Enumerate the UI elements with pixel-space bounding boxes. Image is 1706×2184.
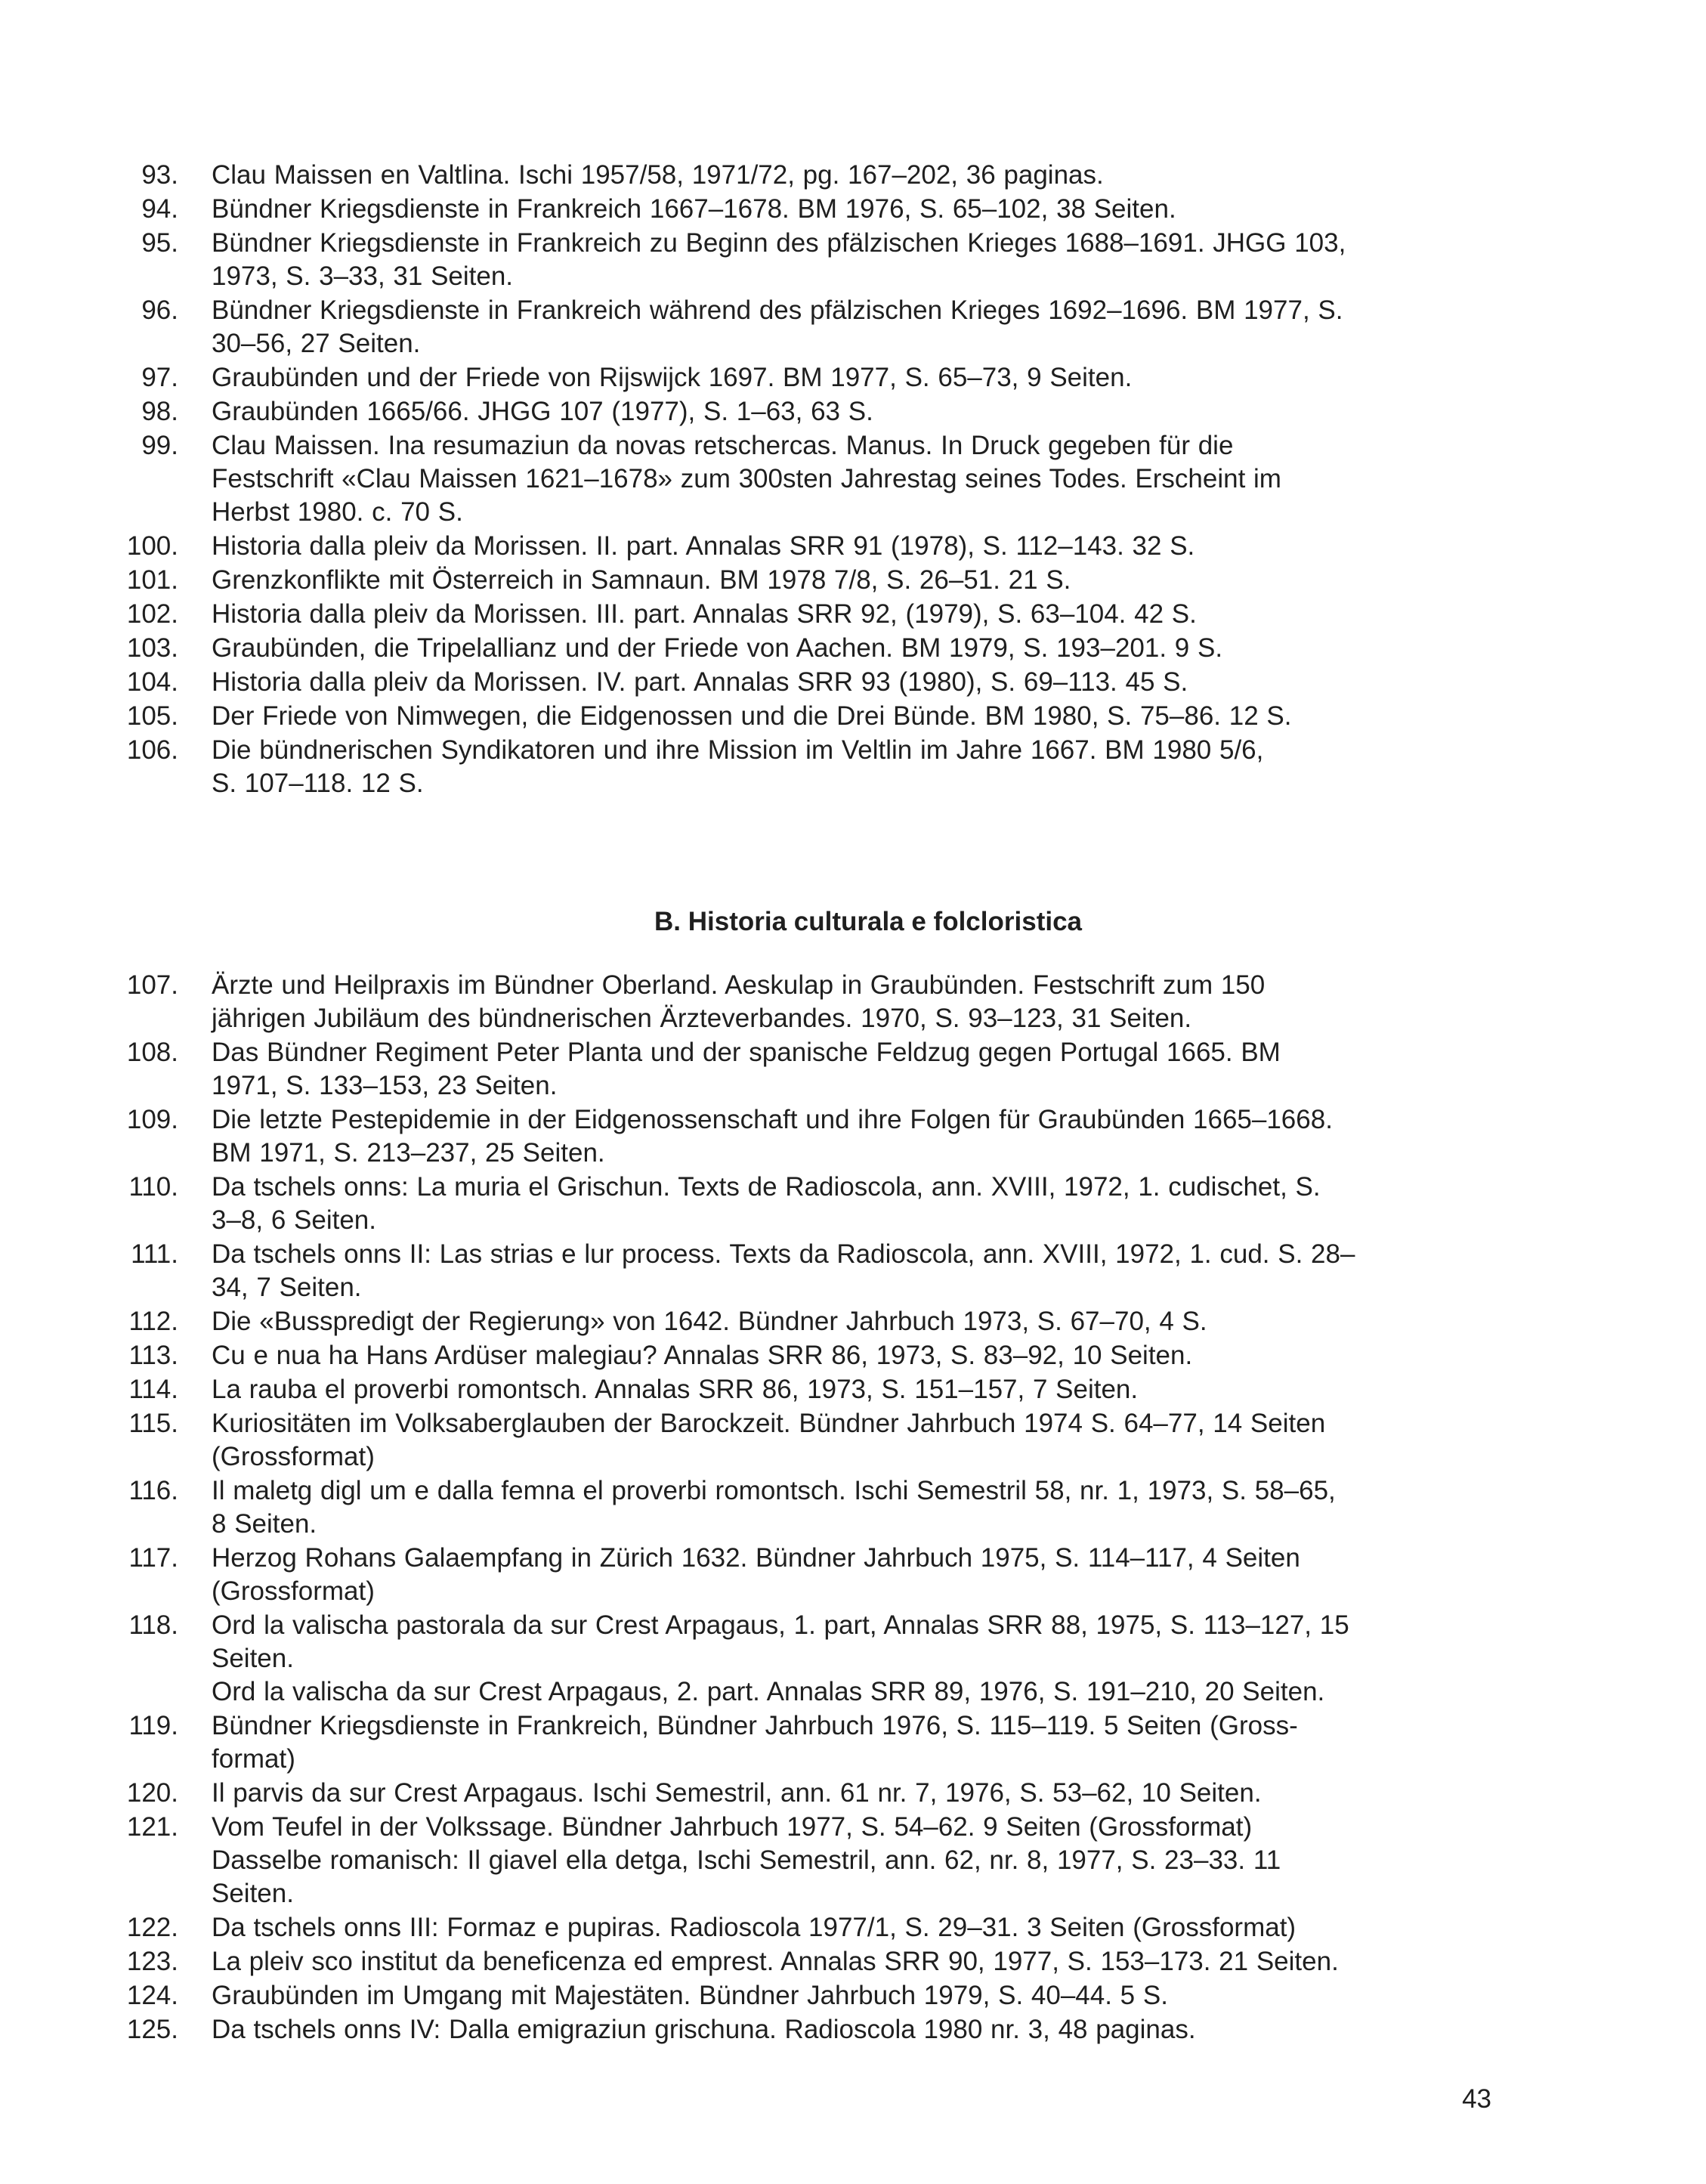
entry-number: 124. [126, 1981, 178, 2010]
entry-line: Graubünden und der Friede von Rijswijck 1697. BM 1977, S. 65–73, 9 Seiten. [212, 363, 1133, 392]
entry-text [212, 193, 1458, 226]
entry-line: Da tschels onns IV: Dalla emigraziun grischuna. Radioscola 1980 nr. 3, 48 paginas. [212, 2015, 1196, 2044]
bibliography-entry [0, 1609, 1706, 1709]
bibliography-entry [0, 530, 1706, 563]
bibliography-list-section-a [0, 159, 1706, 801]
entry-number: 102. [126, 599, 178, 629]
entry-line: jährigen Jubiläum des bündnerischen Ärzteverbandes. 1970, S. 93–123, 31 Seiten. [212, 1004, 1192, 1033]
bibliography-entry [0, 1979, 1706, 2012]
entry-number: 109. [126, 1105, 178, 1134]
entry-text [212, 700, 1458, 733]
entry-line: Grenzkonflikte mit Österreich in Samnaun. BM 1978 7/8, S. 26–51. 21 S. [212, 565, 1071, 595]
entry-line: Bündner Kriegsdienste in Frankreich, Bündner Jahrbuch 1976, S. 115–119. 5 Seiten (Gross- [212, 1711, 1298, 1740]
entry-line: 30–56, 27 Seiten. [212, 329, 421, 358]
bibliography-entry [0, 1103, 1706, 1170]
entry-text [212, 1542, 1458, 1608]
entry-number: 107. [126, 970, 178, 1000]
entry-line: Historia dalla pleiv da Morissen. II. part. Annalas SRR 91 (1978), S. 112–143. 32 S. [212, 531, 1195, 561]
entry-line: La rauba el proverbi romontsch. Annalas SRR 86, 1973, S. 151–157, 7 Seiten. [212, 1375, 1139, 1404]
entry-text [212, 1979, 1458, 2012]
entry-line: Vom Teufel in der Volkssage. Bündner Jahrbuch 1977, S. 54–62. 9 Seiten (Grossformat) [212, 1812, 1253, 1842]
entry-text [212, 530, 1458, 563]
entry-line: BM 1971, S. 213–237, 25 Seiten. [212, 1138, 605, 1168]
entry-line: Bündner Kriegsdienste in Frankreich zu Beginn des pfälzischen Krieges 1688–1691. JHGG 103, [212, 228, 1346, 258]
entry-text [212, 632, 1458, 665]
entry-line: 1971, S. 133–153, 23 Seiten. [212, 1071, 558, 1100]
bibliography-entry [0, 1709, 1706, 1776]
entry-number: 95. [141, 228, 178, 258]
entry-line: format) [212, 1744, 295, 1774]
entry-text [212, 395, 1458, 428]
bibliography-entry [0, 1474, 1706, 1541]
entry-number: 103. [126, 633, 178, 663]
entry-text [212, 734, 1458, 800]
entry-line: Herzog Rohans Galaempfang in Zürich 1632. Bündner Jahrbuch 1975, S. 114–117, 4 Seiten [212, 1543, 1300, 1573]
entry-text [212, 429, 1458, 529]
bibliography-entry [0, 227, 1706, 293]
entry-line: Seiten. [212, 1644, 294, 1673]
page-number: 43 [1462, 2084, 1491, 2114]
entry-text [212, 294, 1458, 360]
entry-text [212, 1709, 1458, 1776]
entry-number: 97. [141, 363, 178, 392]
entry-number: 110. [128, 1172, 178, 1202]
entry-number: 125. [126, 2015, 178, 2044]
entry-number: 116. [128, 1476, 178, 1505]
entry-text [212, 598, 1458, 631]
bibliography-entry [0, 361, 1706, 394]
entry-text [212, 1945, 1458, 1978]
entry-text [212, 1103, 1458, 1170]
bibliography-entry [0, 1407, 1706, 1474]
entry-line: Herbst 1980. c. 70 S. [212, 497, 463, 527]
entry-line: Cu e nua ha Hans Ardüser malegiau? Annalas SRR 86, 1973, S. 83–92, 10 Seiten. [212, 1341, 1193, 1370]
entry-text [212, 1305, 1458, 1338]
bibliography-entry [0, 1036, 1706, 1103]
entry-line: Der Friede von Nimwegen, die Eidgenossen und die Drei Bünde. BM 1980, S. 75–86. 12 S. [212, 701, 1292, 731]
entry-text [212, 969, 1458, 1035]
entry-number: 104. [126, 667, 178, 697]
bibliography-entry [0, 1777, 1706, 1810]
bibliography-entry [0, 598, 1706, 631]
entry-line: Ord la valischa da sur Crest Arpagaus, 2. part. Annalas SRR 89, 1976, S. 191–210, 20 Seiten. [212, 1677, 1325, 1706]
bibliography-entry [0, 2013, 1706, 2046]
bibliography-entry [0, 1238, 1706, 1304]
entry-line: Dasselbe romanisch: Il giavel ella detga, Ischi Semestril, ann. 62, nr. 8, 1977, S. 23–33. 11 [212, 1845, 1281, 1875]
entry-line: Da tschels onns III: Formaz e pupiras. Radioscola 1977/1, S. 29–31. 3 Seiten (Grossformat) [212, 1913, 1296, 1942]
entry-line: Graubünden im Umgang mit Majestäten. Bündner Jahrbuch 1979, S. 40–44. 5 S. [212, 1981, 1168, 2010]
entry-line: (Grossformat) [212, 1576, 375, 1606]
entry-line: Kuriositäten im Volksaberglauben der Barockzeit. Bündner Jahrbuch 1974 S. 64–77, 14 Seiten [212, 1409, 1326, 1438]
entry-line: 3–8, 6 Seiten. [212, 1205, 376, 1235]
bibliography-entry [0, 395, 1706, 428]
bibliography-entry [0, 1339, 1706, 1372]
entry-line: Die «Busspredigt der Regierung» von 1642. Bündner Jahrbuch 1973, S. 67–70, 4 S. [212, 1307, 1207, 1336]
entry-text [212, 227, 1458, 293]
bibliography-entry [0, 700, 1706, 733]
entry-text [212, 2013, 1458, 2046]
entry-text [212, 1811, 1458, 1910]
bibliography-entry [0, 632, 1706, 665]
bibliography-entry [0, 193, 1706, 226]
entry-line: Die letzte Pestepidemie in der Eidgenossenschaft und ihre Folgen für Graubünden 1665–1668. [212, 1105, 1333, 1134]
entry-line: 34, 7 Seiten. [212, 1273, 362, 1302]
entry-text [212, 1373, 1458, 1406]
bibliography-entry [0, 666, 1706, 699]
entry-text [212, 1609, 1458, 1709]
entry-number: 101. [126, 565, 178, 595]
bibliography-entry [0, 1305, 1706, 1338]
entry-line: Da tschels onns II: Las strias e lur process. Texts da Radioscola, ann. XVIII, 1972, 1. cud. S. 28– [212, 1239, 1355, 1269]
entry-text [212, 1777, 1458, 1810]
bibliography-entry [0, 1542, 1706, 1608]
entry-text [212, 1171, 1458, 1237]
entry-line: Bündner Kriegsdienste in Frankreich während des pfälzischen Krieges 1692–1696. BM 1977, S. [212, 295, 1343, 325]
entry-line: Clau Maissen. Ina resumaziun da novas retschercas. Manus. In Druck gegeben für die [212, 431, 1234, 460]
entry-text [212, 1238, 1458, 1304]
entry-number: 115. [128, 1409, 178, 1438]
bibliography-entry [0, 1911, 1706, 1944]
entry-line: La pleiv sco institut da beneficenza ed emprest. Annalas SRR 90, 1977, S. 153–173. 21 Seiten. [212, 1947, 1339, 1976]
entry-line: (Grossformat) [212, 1442, 375, 1471]
bibliography-entry [0, 1811, 1706, 1910]
entry-text [212, 1911, 1458, 1944]
entry-number: 121. [126, 1812, 178, 1842]
bibliography-entry [0, 969, 1706, 1035]
bibliography-entry [0, 734, 1706, 800]
entry-line: 1973, S. 3–33, 31 Seiten. [212, 261, 514, 291]
entry-text [212, 361, 1458, 394]
entry-number: 114. [128, 1375, 178, 1404]
entry-number: 105. [126, 701, 178, 731]
entry-number: 108. [126, 1038, 178, 1067]
entry-number: 94. [141, 194, 178, 224]
entry-number: 120. [126, 1778, 178, 1808]
entry-number: 111. [131, 1239, 178, 1269]
entry-line: Da tschels onns: La muria el Grischun. Texts de Radioscola, ann. XVIII, 1972, 1. cudischet, S. [212, 1172, 1321, 1202]
bibliography-entry [0, 1171, 1706, 1237]
entry-line: Seiten. [212, 1879, 294, 1908]
bibliography-entry [0, 429, 1706, 529]
entry-text [212, 666, 1458, 699]
entry-number: 93. [141, 160, 178, 190]
entry-number: 100. [126, 531, 178, 561]
entry-line: Ärzte und Heilpraxis im Bündner Oberland. Aeskulap in Graubünden. Festschrift zum 150 [212, 970, 1266, 1000]
bibliography-entry [0, 1373, 1706, 1406]
entry-line: Il parvis da sur Crest Arpagaus. Ischi Semestril, ann. 61 nr. 7, 1976, S. 53–62, 10 Seiten. [212, 1778, 1262, 1808]
entry-line: 8 Seiten. [212, 1509, 317, 1539]
entry-number: 96. [141, 295, 178, 325]
entry-number: 119. [128, 1711, 178, 1740]
entry-number: 122. [126, 1913, 178, 1942]
entry-line: Ord la valischa pastorala da sur Crest Arpagaus, 1. part, Annalas SRR 88, 1975, S. 113–127, 15 [212, 1610, 1349, 1640]
bibliography-list-section-b [0, 969, 1706, 2047]
entry-line: Graubünden 1665/66. JHGG 107 (1977), S. 1–63, 63 S. [212, 397, 873, 426]
entry-number: 112. [128, 1307, 178, 1336]
entry-line: S. 107–118. 12 S. [212, 769, 424, 798]
entry-number: 98. [141, 397, 178, 426]
entry-line: Historia dalla pleiv da Morissen. IV. part. Annalas SRR 93 (1980), S. 69–113. 45 S. [212, 667, 1188, 697]
entry-number: 117. [128, 1543, 178, 1573]
entry-line: Clau Maissen en Valtlina. Ischi 1957/58, 1971/72, pg. 167–202, 36 paginas. [212, 160, 1104, 190]
bibliography-entry [0, 1945, 1706, 1978]
entry-number: 113. [128, 1341, 178, 1370]
entry-line: Festschrift «Clau Maissen 1621–1678» zum 300sten Jahrestag seines Todes. Erscheint im [212, 464, 1281, 493]
entry-text [212, 1407, 1458, 1474]
entry-line: Historia dalla pleiv da Morissen. III. part. Annalas SRR 92, (1979), S. 63–104. 42 S. [212, 599, 1197, 629]
entry-number: 99. [141, 431, 178, 460]
bibliography-entry [0, 294, 1706, 360]
entry-text [212, 159, 1458, 192]
section-heading: B. Historia culturala e folcloristica [654, 907, 1082, 936]
entry-line: Die bündnerischen Syndikatoren und ihre Mission im Veltlin im Jahre 1667. BM 1980 5/6, [212, 735, 1264, 765]
entry-text [212, 1474, 1458, 1541]
entry-text [212, 1339, 1458, 1372]
entry-line: Bündner Kriegsdienste in Frankreich 1667–1678. BM 1976, S. 65–102, 38 Seiten. [212, 194, 1176, 224]
bibliography-entry [0, 159, 1706, 192]
bibliography-entry [0, 564, 1706, 597]
entry-text [212, 1036, 1458, 1103]
entry-line: Graubünden, die Tripelallianz und der Friede von Aachen. BM 1979, S. 193–201. 9 S. [212, 633, 1223, 663]
entry-number: 118. [128, 1610, 178, 1640]
entry-number: 106. [126, 735, 178, 765]
entry-line: Il maletg digl um e dalla femna el proverbi romontsch. Ischi Semestril 58, nr. 1, 1973, S. 58–65, [212, 1476, 1336, 1505]
entry-line: Das Bündner Regiment Peter Planta und der spanische Feldzug gegen Portugal 1665. BM [212, 1038, 1281, 1067]
entry-text [212, 564, 1458, 597]
entry-number: 123. [126, 1947, 178, 1976]
